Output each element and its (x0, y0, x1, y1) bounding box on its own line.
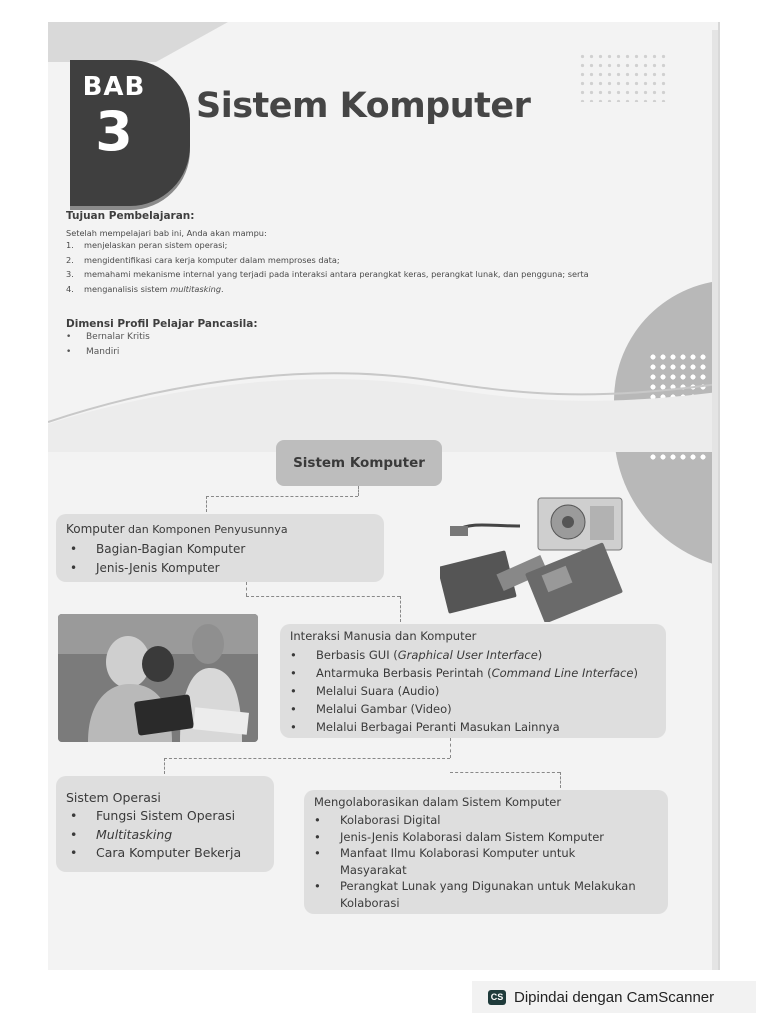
connector-line (560, 772, 561, 788)
connector-line (450, 772, 560, 773)
list-item: • Multitasking (70, 826, 173, 842)
os-list (70, 807, 241, 863)
connector-line (246, 582, 247, 596)
components-list (70, 540, 245, 578)
hci-box (280, 624, 666, 738)
dot-pattern-decoration (578, 52, 668, 102)
connector-line (206, 496, 358, 497)
list-item: • Fungsi Sistem Operasi (70, 808, 236, 823)
list-item: • Manfaat Ilmu Kolaborasi Komputer untuk Masyarakat (314, 846, 576, 877)
concept-root: Sistem Komputer (276, 440, 442, 486)
chapter-title: Sistem Komputer (196, 86, 531, 126)
list-item: • Melalui Suara (Audio) (290, 684, 440, 698)
connector-line (358, 486, 359, 496)
os-box (56, 776, 274, 872)
list-item: • Jenis-Jenis Kolaborasi dalam Sistem Komputer (314, 829, 605, 844)
components-box (56, 514, 384, 582)
objectives-list (66, 240, 589, 298)
computer-hardware-illustration (440, 492, 630, 622)
camscanner-text: Dipindai dengan CamScanner (514, 988, 715, 1006)
objectives-heading: Tujuan Pembelajaran: (66, 210, 195, 222)
list-item: • Bagian-Bagian Komputer (70, 542, 246, 556)
hci-title: Interaksi Manusia dan Komputer (290, 629, 477, 643)
list-item: • Perangkat Lunak yang Digunakan untuk Melakukan Kolaborasi (314, 879, 636, 910)
connector-line (246, 596, 400, 597)
objectives-intro: Setelah mempelajari bab ini, Anda akan mampu: (66, 228, 267, 238)
wave-divider (48, 362, 718, 452)
objective-item: 1. menjelaskan peran sistem operasi; (66, 240, 228, 250)
page-edge (712, 30, 718, 970)
camscanner-logo-icon: CS (488, 990, 506, 1005)
chapter-label: BAB (82, 72, 146, 102)
collab-list (314, 812, 636, 911)
list-item: • Jenis-Jenis Komputer (70, 561, 220, 575)
hci-list (290, 646, 638, 736)
chapter-number: 3 (95, 100, 133, 163)
objective-item: 4. menganalisis sistem multitasking. (66, 283, 224, 294)
connector-line (206, 496, 207, 512)
connector-line (450, 738, 451, 758)
components-title: Komputer dan Komponen Penyusunnya (66, 522, 288, 536)
os-title: Sistem Operasi (66, 790, 161, 805)
dimension-item: • Mandiri (66, 347, 120, 357)
camscanner-watermark (472, 981, 756, 1013)
list-item: • Antarmuka Berbasis Perintah (Command Line Interface) (290, 666, 638, 680)
students-photo (58, 614, 258, 742)
header-decoration (48, 22, 228, 62)
list-item: • Kolaborasi Digital (314, 813, 441, 827)
connector-line (164, 758, 165, 774)
dimensions-heading: Dimensi Profil Pelajar Pancasila: (66, 318, 258, 330)
objective-item: 3. memahami mekanisme internal yang terjadi pada interaksi antara perangkat keras, perangkat lunak, dan pengguna; serta (66, 269, 589, 279)
objective-item: 2. mengidentifikasi cara kerja komputer dalam memproses data; (66, 254, 340, 265)
list-item: • Berbasis GUI (Graphical User Interface) (290, 648, 543, 662)
book-page (48, 22, 718, 970)
list-item: • Cara Komputer Bekerja (70, 845, 242, 860)
connector-line (164, 758, 450, 759)
dimensions-list (66, 332, 150, 362)
dimension-item: • Bernalar Kritis (66, 332, 150, 342)
collab-box (304, 790, 668, 914)
connector-line (400, 596, 401, 622)
list-item: • Melalui Berbagai Peranti Masukan Lainnya (290, 720, 560, 734)
list-item: • Melalui Gambar (Video) (290, 702, 452, 716)
collab-title: Mengolaborasikan dalam Sistem Komputer (314, 795, 562, 809)
